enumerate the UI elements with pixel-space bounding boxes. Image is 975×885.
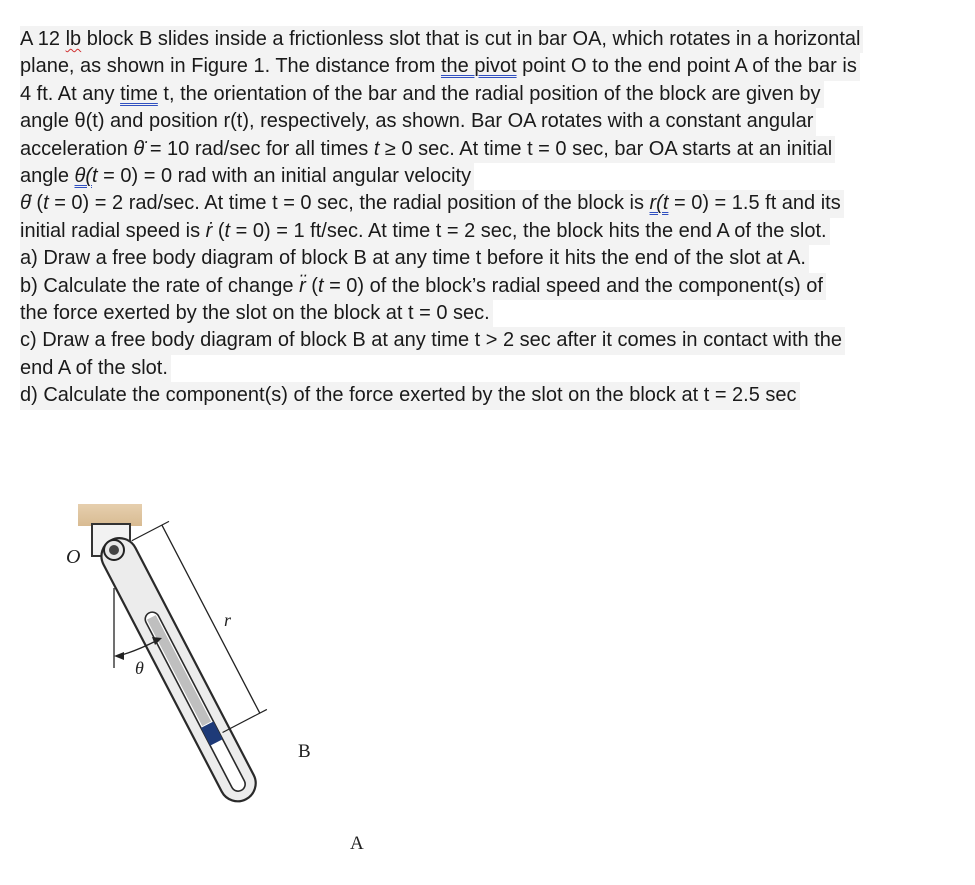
text-line: the force exerted by the slot on the block at t = 0 sec. [20,300,493,327]
text-line: 4 ft. At any time t, the orientation of the bar and the radial position of the block are given by [20,81,824,108]
grammar-flag: r(t [649,192,669,215]
bar-diagram [30,490,390,875]
text-line: b) Calculate the rate of change r̈ (t = 0) of the block’s radial speed and the component(s) of [20,273,826,300]
dimension-tick-bottom [223,709,267,732]
pivot-pin-center [109,545,119,555]
label-B: B [298,741,311,762]
label-theta: θ [135,658,144,678]
spellcheck-word: lb [65,28,82,50]
text-line: θ̇ (t = 0) = 2 rad/sec. At time t = 0 sec, the radial position of the block is r(t = 0) = 1.5 ft and its [20,190,844,217]
text-line: angle θ(t) and position r(t), respectively, as shown. Bar OA rotates with a constant angular [20,108,816,135]
grammar-flag: θ( [74,165,93,188]
label-r: r [224,610,232,630]
label-A: A [350,833,364,854]
text-line: c) Draw a free body diagram of block B at any time t > 2 sec after it comes in contact with the [20,327,845,354]
figure-1 [30,490,390,875]
text-line: plane, as shown in Figure 1. The distance from the pivot point O to the end point A of the bar is [20,53,860,80]
grammar-flag: the pivot [440,55,517,78]
text-line: acceleration θ̈ = 10 rad/sec for all times t ≥ 0 sec. At time t = 0 sec, bar OA starts at an initial [20,136,835,163]
text-line: end A of the slot. [20,355,171,382]
wall-support [78,504,142,526]
rotating-bar [95,513,299,808]
label-O: O [66,546,81,568]
problem-statement [20,26,955,410]
text-line: angle θ(t = 0) = 0 rad with an initial angular velocity [20,163,474,190]
text-line: d) Calculate the component(s) of the force exerted by the slot on the block at t = 2.5 sec [20,382,800,409]
text-line: a) Draw a free body diagram of block B at any time t before it hits the end of the slot at A. [20,245,809,272]
text-line: A 12 lb block B slides inside a frictionless slot that is cut in bar OA, which rotates in a horizontal [20,26,863,53]
grammar-flag: time [120,82,158,105]
theta-arrow-start [114,652,124,660]
text-line: initial radial speed is ṙ (t = 0) = 1 ft/sec. At time t = 2 sec, the block hits the end A of the slot. [20,218,830,245]
